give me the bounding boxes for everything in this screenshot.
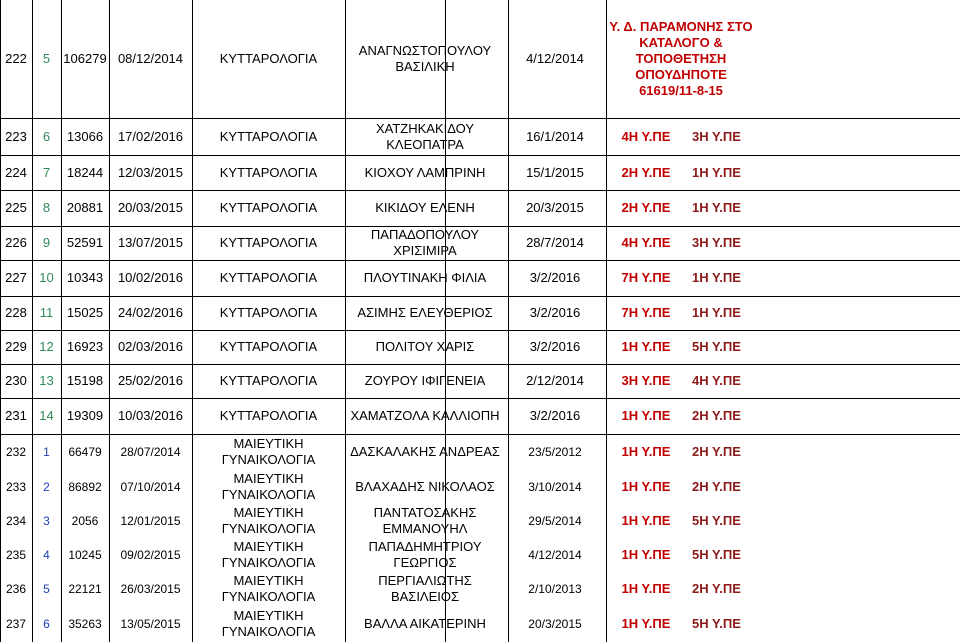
- person-name: ΧΑΜΑΤΖΟΛΑ ΚΑΛΛΙΟΠΗ: [350, 408, 500, 423]
- decision-date: 28/7/2014: [526, 235, 584, 250]
- row-number: 228: [5, 305, 27, 320]
- decision-date: 2/12/2014: [526, 373, 584, 388]
- decision-date: 3/2/2016: [529, 408, 581, 423]
- region-secondary: 5Η Υ.ΠΕ: [692, 547, 741, 562]
- person-name: ΒΛΑΧΑΔΗΣ ΝΙΚΟΛΑΟΣ: [355, 478, 495, 494]
- record-id: 13066: [66, 128, 104, 144]
- person-name: ΠΕΡΓΙΑΛΙΩΤΗΣ ΒΑΣΙΛΕΙΟΣ: [378, 573, 472, 604]
- specialty: ΜΑΙΕΥΤΙΚΗ ΓΥΝΑΙΚΟΛΟΓΙΑ: [221, 470, 316, 502]
- entry-date: 25/02/2016: [117, 373, 184, 388]
- entry-date: 13/07/2015: [117, 235, 184, 250]
- row-index: 14: [39, 408, 54, 423]
- row-number: 234: [5, 513, 27, 528]
- person-name: ΠΑΝΤΑΤΟΣΑΚΗΣ ΕΜΜΑΝΟΥΗΛ: [373, 504, 477, 536]
- person-name: ΚΙΚΙΔΟΥ ΕΛΕΝΗ: [375, 200, 475, 215]
- person-name: ΒΑΛΛΑ ΑΙΚΑΤΕΡΙΝΗ: [364, 616, 486, 631]
- specialty: ΜΑΙΕΥΤΙΚΗ ΓΥΝΑΙΚΟΛΟΓΙΑ: [221, 436, 316, 467]
- record-id: 22121: [68, 582, 102, 596]
- record-id: 18244: [66, 164, 104, 180]
- row-index: 12: [39, 339, 54, 354]
- region-secondary: 1Η Υ.ΠΕ: [692, 270, 741, 285]
- row-number: 237: [5, 617, 27, 631]
- decision-date: 3/2/2016: [529, 339, 581, 354]
- entry-date: 13/05/2015: [120, 617, 181, 631]
- person-name: ΠΑΠΑΔΗΜΗΤΡΙΟΥ ΓΕΩΡΓΙΟΣ: [368, 539, 482, 570]
- decision-date: 4/12/2014: [526, 51, 584, 66]
- entry-date: 10/02/2016: [117, 270, 184, 285]
- row-index: 9: [42, 235, 51, 250]
- region-secondary: 5Η Υ.ΠΕ: [692, 512, 741, 528]
- specialty: ΚΥΤΤΑΡΟΛΟΓΙΑ: [219, 339, 318, 354]
- specialty: ΜΑΙΕΥΤΙΚΗ ΓΥΝΑΙΚΟΛΟΓΙΑ: [221, 539, 316, 570]
- entry-date: 28/07/2014: [120, 445, 181, 459]
- specialty: ΚΥΤΤΑΡΟΛΟΓΙΑ: [219, 408, 318, 423]
- person-name: ΖΟΥΡΟΥ ΙΦΙΓΕΝΕΙΑ: [364, 373, 486, 388]
- entry-date: 17/02/2016: [117, 128, 184, 144]
- specialty: ΚΥΤΤΑΡΟΛΟΓΙΑ: [219, 164, 318, 180]
- specialty: ΚΥΤΤΑΡΟΛΟΓΙΑ: [219, 373, 318, 388]
- record-id: 15025: [66, 305, 104, 320]
- specialty: ΚΥΤΤΑΡΟΛΟΓΙΑ: [219, 128, 318, 144]
- specialty: ΜΑΙΕΥΤΙΚΗ ΓΥΝΑΙΚΟΛΟΓΙΑ: [221, 608, 316, 639]
- row-number: 223: [5, 128, 27, 144]
- row-index: 1: [43, 445, 50, 459]
- decision-date: 3/2/2016: [529, 305, 581, 320]
- record-id: 20881: [66, 200, 104, 215]
- record-id: 15198: [66, 373, 104, 388]
- region-primary: 2Η Υ.ΠΕ: [621, 200, 671, 215]
- region-primary: 1Η Υ.ΠΕ: [621, 408, 671, 423]
- decision-date: 29/5/2014: [528, 513, 582, 528]
- specialty: ΚΥΤΤΑΡΟΛΟΓΙΑ: [219, 200, 318, 215]
- person-name: ΠΟΛΙΤΟΥ ΧΑΡΙΣ: [375, 339, 475, 354]
- row-number: 229: [5, 339, 27, 354]
- decision-date: 23/5/2012: [528, 445, 582, 459]
- region-primary: 4Η Υ.ΠΕ: [621, 128, 671, 144]
- record-id: 66479: [68, 445, 102, 459]
- region-primary: 1Η Υ.ΠΕ: [621, 339, 671, 354]
- person-name: ΑΣΙΜΗΣ ΕΛΕΥΘΕΡΙΟΣ: [357, 305, 493, 320]
- decision-date: 3/2/2016: [529, 270, 581, 285]
- row-index: 2: [43, 479, 50, 494]
- region-secondary: 4Η Υ.ΠΕ: [692, 373, 741, 388]
- region-primary: 1Η Υ.ΠΕ: [621, 547, 671, 562]
- row-number: 231: [5, 408, 27, 423]
- person-name: ΚΙΟΧΟΥ ΛΑΜΠΡΙΝΗ: [364, 164, 486, 180]
- person-name: ΠΛΟΥΤΙΝΑΚΗ ΦΙΛΙΑ: [363, 270, 487, 285]
- row-index: 3: [43, 513, 50, 528]
- record-id: 35263: [68, 617, 102, 631]
- region-secondary: 2Η Υ.ΠΕ: [692, 478, 741, 494]
- decision-date: 3/10/2014: [528, 479, 582, 494]
- record-id: 10245: [68, 548, 102, 562]
- entry-date: 20/03/2015: [117, 200, 184, 215]
- person-name: ΠΑΠΑΔΟΠΟΥΛΟΥ ΧΡΙΣΙΜΙΡΑ: [370, 227, 480, 258]
- row-index: 4: [43, 548, 50, 562]
- row-index: 11: [39, 305, 54, 320]
- specialty: ΚΥΤΤΑΡΟΛΟΓΙΑ: [219, 270, 318, 285]
- record-id: 19309: [66, 408, 104, 423]
- region-primary: 2Η Υ.ΠΕ: [621, 164, 671, 180]
- region-primary: 7Η Υ.ΠΕ: [621, 270, 671, 285]
- row-index: 5: [42, 51, 51, 66]
- decision-date: 20/3/2015: [526, 200, 584, 215]
- entry-date: 10/03/2016: [117, 408, 184, 423]
- person-name: ΑΝΑΓΝΩΣΤΟΠΟΥΛΟΥ ΒΑΣΙΛΙΚΗ: [358, 43, 492, 74]
- entry-date: 26/03/2015: [120, 582, 181, 596]
- row-number: 232: [5, 445, 27, 459]
- specialty: ΚΥΤΤΑΡΟΛΟΓΙΑ: [219, 235, 318, 250]
- row-index: 8: [42, 200, 51, 215]
- record-id: 2056: [71, 513, 99, 528]
- entry-date: 07/10/2014: [120, 479, 181, 494]
- status-note: Υ. Δ. ΠΑΡΑΜΟΝΗΣ ΣΤΟ ΚΑΤΑΛΟΓΟ & ΤΟΠΟΘΕΤΗΣΗ ΟΠΟΥΔΗΠΟΤΕ 61619/11-8-15: [609, 19, 753, 98]
- row-number: 230: [5, 373, 27, 388]
- row-number: 227: [5, 270, 27, 285]
- row-number: 222: [5, 51, 27, 66]
- person-name: ΧΑΤΖΗΚΑΚΙΔΟΥ ΚΛΕΟΠΑΤΡΑ: [375, 120, 475, 152]
- specialty: ΜΑΙΕΥΤΙΚΗ ΓΥΝΑΙΚΟΛΟΓΙΑ: [221, 504, 316, 536]
- region-secondary: 3Η Υ.ΠΕ: [692, 235, 741, 250]
- decision-date: 20/3/2015: [528, 617, 582, 631]
- region-secondary: 5Η Υ.ΠΕ: [692, 339, 741, 354]
- decision-date: 4/12/2014: [528, 548, 582, 562]
- entry-date: 12/03/2015: [117, 164, 184, 180]
- entry-date: 24/02/2016: [117, 305, 184, 320]
- row-number: 226: [5, 235, 27, 250]
- row-index: 5: [43, 582, 50, 596]
- record-id: 52591: [66, 235, 104, 250]
- row-index: 6: [42, 128, 51, 144]
- region-secondary: 2Η Υ.ΠΕ: [692, 581, 741, 596]
- row-index: 7: [42, 164, 51, 180]
- region-secondary: 5Η Υ.ΠΕ: [692, 616, 741, 631]
- region-secondary: 1Η Υ.ΠΕ: [692, 305, 741, 320]
- region-primary: 1Η Υ.ΠΕ: [621, 478, 671, 494]
- row-index: 13: [39, 373, 54, 388]
- region-primary: 4Η Υ.ΠΕ: [621, 235, 671, 250]
- region-primary: 1Η Υ.ΠΕ: [621, 616, 671, 631]
- record-id: 16923: [66, 339, 104, 354]
- entry-date: 12/01/2015: [120, 513, 181, 528]
- entry-date: 02/03/2016: [117, 339, 184, 354]
- person-name: ΔΑΣΚΑΛΑΚΗΣ ΑΝΔΡΕΑΣ: [350, 444, 500, 459]
- region-secondary: 1Η Υ.ΠΕ: [692, 164, 741, 180]
- region-secondary: 2Η Υ.ΠΕ: [692, 444, 741, 459]
- row-number: 224: [5, 164, 27, 180]
- entry-date: 09/02/2015: [120, 548, 181, 562]
- region-primary: 1Η Υ.ΠΕ: [621, 444, 671, 459]
- record-id: 86892: [68, 479, 102, 494]
- region-secondary: 2Η Υ.ΠΕ: [692, 408, 741, 423]
- region-secondary: 1Η Υ.ΠΕ: [692, 200, 741, 215]
- decision-date: 2/10/2013: [528, 582, 582, 596]
- decision-date: 16/1/2014: [526, 128, 584, 144]
- region-primary: 1Η Υ.ΠΕ: [621, 512, 671, 528]
- row-number: 225: [5, 200, 27, 215]
- region-primary: 3Η Υ.ΠΕ: [621, 373, 671, 388]
- row-number: 236: [5, 582, 27, 596]
- region-primary: 1Η Υ.ΠΕ: [621, 581, 671, 596]
- specialty: ΜΑΙΕΥΤΙΚΗ ΓΥΝΑΙΚΟΛΟΓΙΑ: [221, 573, 316, 604]
- region-primary: 7Η Υ.ΠΕ: [621, 305, 671, 320]
- row-number: 235: [5, 548, 27, 562]
- row-index: 10: [39, 270, 54, 285]
- row-index: 6: [43, 617, 50, 631]
- row-number: 233: [5, 479, 27, 494]
- specialty: ΚΥΤΤΑΡΟΛΟΓΙΑ: [219, 51, 318, 66]
- specialty: ΚΥΤΤΑΡΟΛΟΓΙΑ: [219, 305, 318, 320]
- region-secondary: 3Η Υ.ΠΕ: [692, 128, 741, 144]
- entry-date: 08/12/2014: [117, 51, 184, 66]
- record-id: 106279: [63, 51, 107, 66]
- decision-date: 15/1/2015: [526, 164, 584, 180]
- record-id: 10343: [66, 270, 104, 285]
